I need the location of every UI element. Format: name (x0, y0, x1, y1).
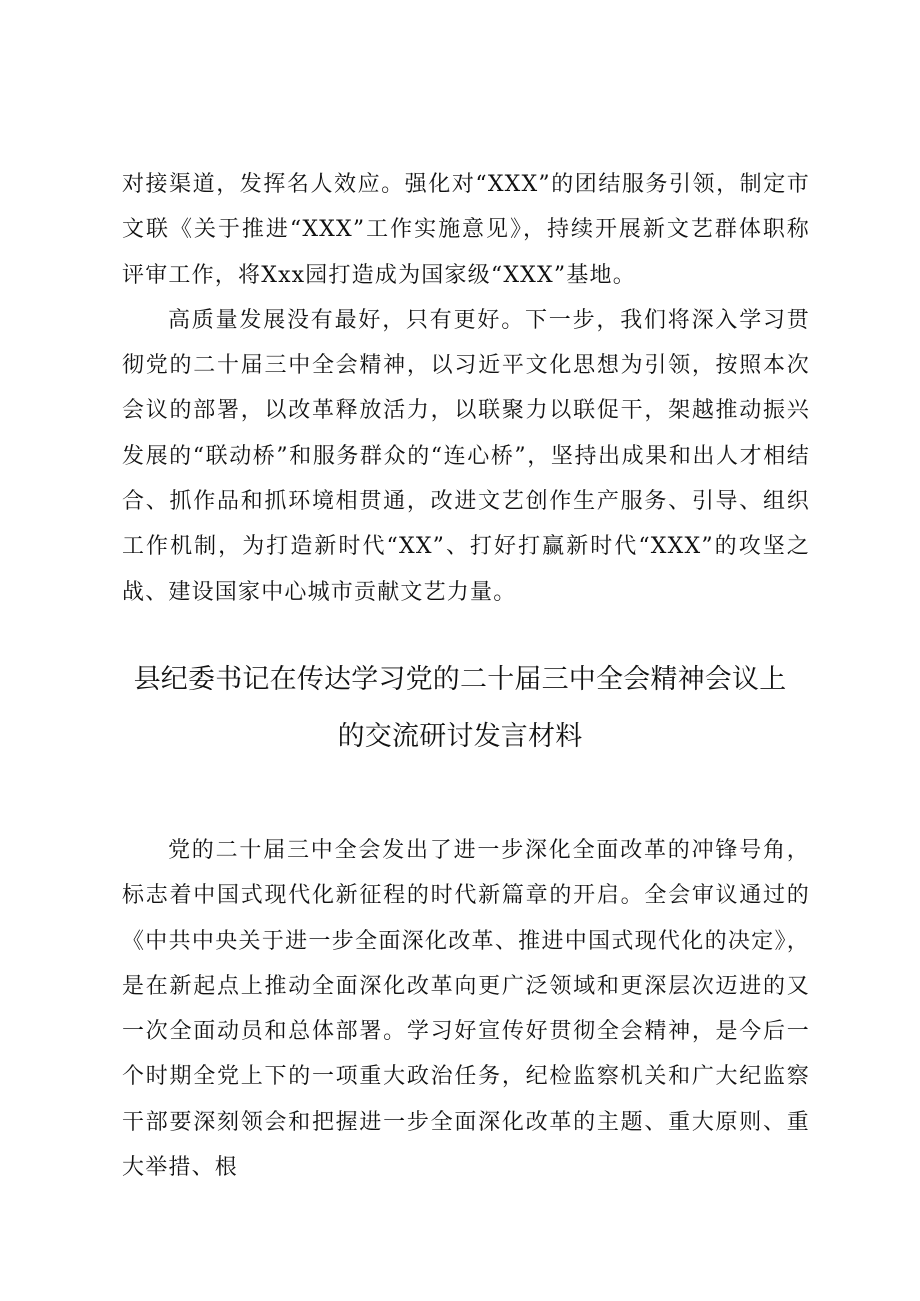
body-paragraph: 党的二十届三中全会发出了进一步深化全面改革的冲锋号角，标志着中国式现代化新征程的时代新篇章的开启。全会审议通过的《中共中央关于进一步全面深化改革、推进中国式现代化的决定》，是在新起点上推动全面深化改革向更广泛领域和更深层次迈进的又一次全面动员和总体部署。学习好宣传好贯彻全会精神，是今后一个时期全党上下的一项重大政治任务，纪检监察机关和广大纪监察干部要深刻领会和把握进一步全面深化改革的主题、重大原则、重大举措、根 (122, 838, 810, 1181)
closing-paragraph: 高质量发展没有最好，只有更好。下一步，我们将深入学习贯彻党的二十届三中全会精神，以习近平文化思想为引领，按照本次会议的部署，以改革释放活力，以联聚力以联促干，架越推动振兴发展的“联动桥”和服务群众的“连心桥”，坚持出成果和出人才相结合、抓作品和抓环境相贯通，改进文艺创作生产服务、引导、组织工作机制，为打造新时代“XX”、打好打赢新时代“XXX”的攻坚之战、建设国家中心城市贡献文艺力量。 (122, 307, 810, 605)
continued-paragraph: 对接渠道，发挥名人效应。强化对“XXX”的团结服务引领，制定市文联《关于推进“XXX”工作实施意见》，持续开展新文艺群体职称评审工作，将Xxx园打造成为国家级“XXX”基地。 (122, 172, 810, 288)
article-body (122, 828, 810, 1190)
article-title (100, 651, 820, 765)
previous-article-section (122, 162, 810, 615)
article-title-line-2: 的交流研讨发言材料 (337, 721, 583, 752)
article-title-line-1: 县纪委书记在传达学习党的二十届三中全会精神会议上 (133, 664, 787, 695)
